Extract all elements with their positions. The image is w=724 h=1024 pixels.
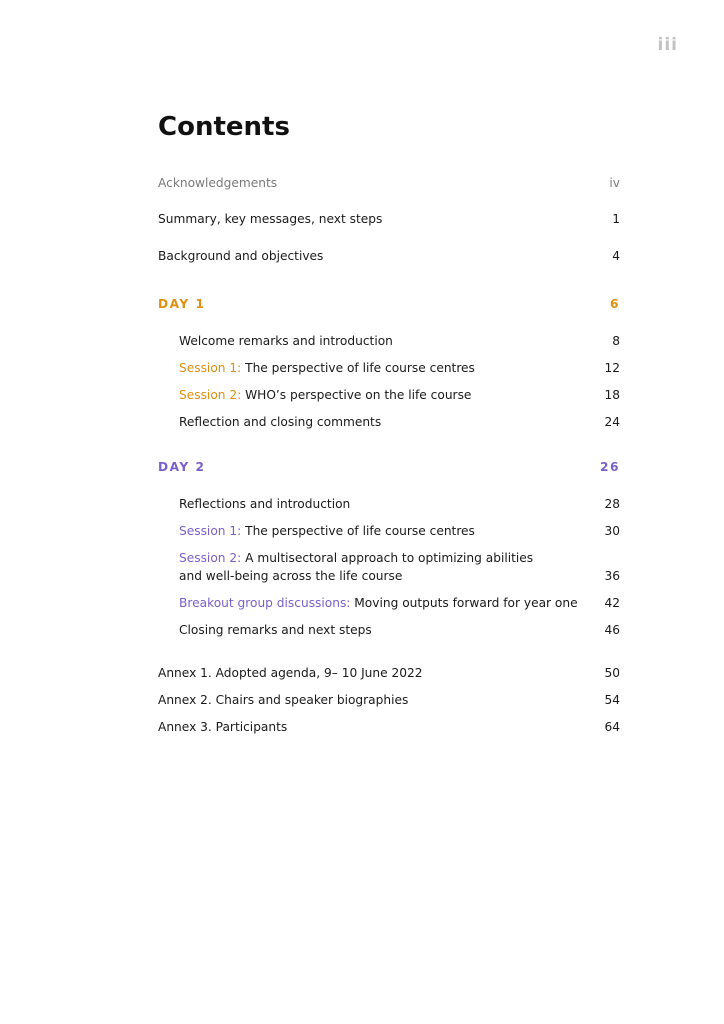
toc-entry-label: Moving outputs forward for year one — [350, 596, 578, 610]
toc-entry-page: 1 — [612, 212, 620, 226]
toc-entry-page: 4 — [612, 249, 620, 263]
toc-section-page: 6 — [610, 297, 620, 311]
toc-entry-label: Summary, key messages, next steps — [158, 212, 383, 226]
toc-entry-annex2[interactable] — [158, 691, 620, 709]
toc-entry-summary[interactable] — [158, 210, 620, 228]
toc-entry-label: Reflection and closing comments — [179, 415, 382, 429]
toc-entry-welcome[interactable] — [179, 332, 620, 350]
toc-section-day1[interactable] — [158, 295, 620, 313]
toc-entry-reflection[interactable] — [179, 413, 620, 431]
page-title: Contents — [158, 112, 290, 142]
toc-entry-page: 8 — [612, 334, 620, 348]
toc-entry-closing-remarks[interactable] — [179, 621, 620, 639]
toc-section-label: DAY 2 — [158, 460, 206, 474]
toc-entry-page: 18 — [604, 388, 620, 402]
toc-entry-page: 50 — [604, 666, 620, 680]
toc-entry-page: 36 — [604, 569, 620, 583]
toc-entry-label-line1: A multisectoral approach to optimizing abilities — [241, 551, 534, 565]
toc-entry-prefix: Session 2: — [179, 388, 242, 402]
toc-entry-background[interactable] — [158, 247, 620, 265]
toc-entry-page: 12 — [604, 361, 620, 375]
toc-entry-page: 46 — [604, 623, 620, 637]
toc-entry-label: Closing remarks and next steps — [179, 623, 372, 637]
toc-entry-page: 64 — [604, 720, 620, 734]
toc-entry-day2-session2[interactable] — [179, 549, 620, 585]
toc-entry-label-line2: and well-being across the life course — [179, 569, 403, 583]
toc-section-label: DAY 1 — [158, 297, 206, 311]
toc-entry-prefix: Session 1: — [179, 361, 242, 375]
toc-entry-annex3[interactable] — [158, 718, 620, 736]
toc-entry-day2-session1[interactable] — [179, 522, 620, 540]
toc-entry-label: Annex 2. Chairs and speaker biographies — [158, 693, 409, 707]
toc-entry-page: 54 — [604, 693, 620, 707]
toc-entry-page: 42 — [604, 596, 620, 610]
toc-entry-label: Acknowledgements — [158, 176, 278, 190]
toc-entry-day1-session1[interactable] — [179, 359, 620, 377]
toc-entry-breakout[interactable] — [179, 594, 620, 612]
toc-entry-reflections-intro[interactable] — [179, 495, 620, 513]
toc-entry-annex1[interactable] — [158, 664, 620, 682]
toc-entry-page: 28 — [604, 497, 620, 511]
toc-entry-label: WHO’s perspective on the life course — [241, 388, 472, 402]
toc-entry-label: The perspective of life course centres — [241, 524, 475, 538]
toc-entry-page: 30 — [604, 524, 620, 538]
toc-section-page: 26 — [600, 460, 620, 474]
toc-entry-page: 24 — [604, 415, 620, 429]
toc-entry-label: The perspective of life course centres — [241, 361, 475, 375]
toc-entry-prefix: Session 2: — [179, 551, 242, 565]
toc-entry-label: Background and objectives — [158, 249, 324, 263]
toc-entry-page: iv — [609, 176, 620, 190]
toc-entry-acknowledgements[interactable] — [158, 174, 620, 192]
toc-entry-label: Annex 3. Participants — [158, 720, 288, 734]
toc-entry-prefix: Session 1: — [179, 524, 242, 538]
toc-entry-label: Annex 1. Adopted agenda, 9– 10 June 2022 — [158, 666, 423, 680]
toc-entry-label: Welcome remarks and introduction — [179, 334, 393, 348]
toc-entry-day1-session2[interactable] — [179, 386, 620, 404]
toc-entry-label: Reflections and introduction — [179, 497, 351, 511]
toc-entry-prefix: Breakout group discussions: — [179, 596, 351, 610]
toc-section-day2[interactable] — [158, 458, 620, 476]
page-number: iii — [657, 35, 678, 55]
